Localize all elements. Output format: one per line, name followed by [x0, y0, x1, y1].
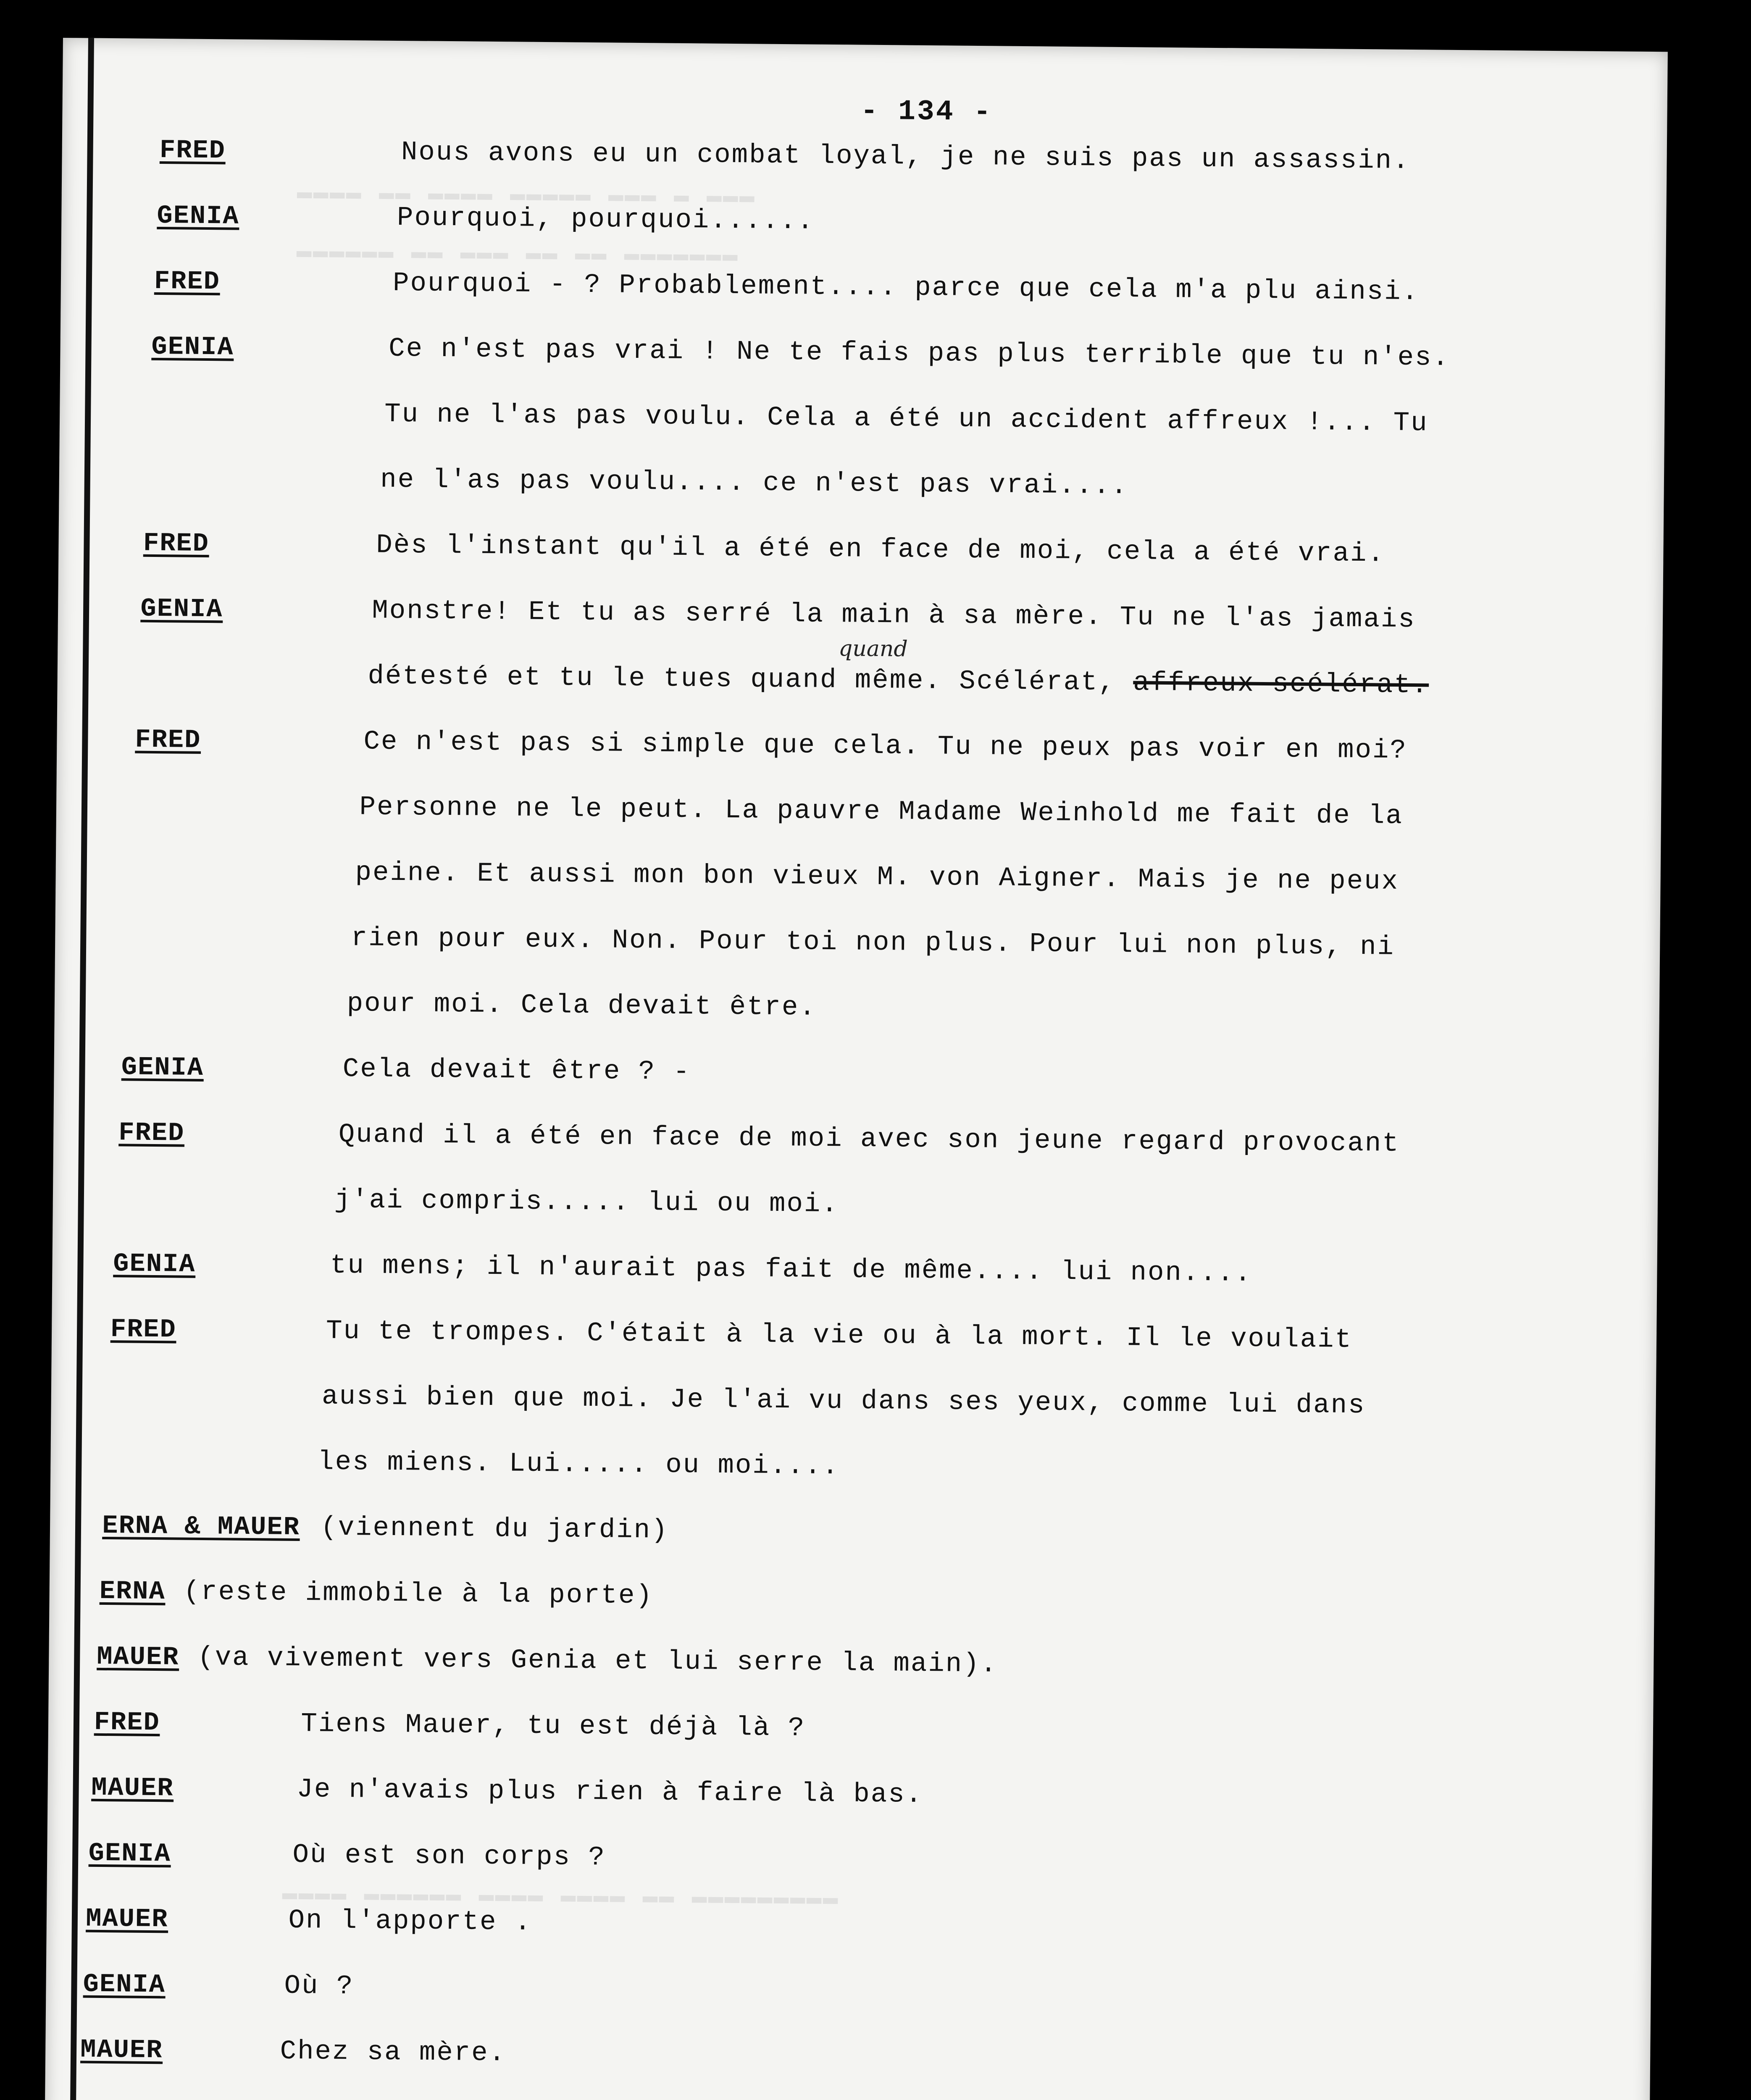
- dialogue-line: [301, 1709, 805, 1743]
- dialogue-line: [384, 399, 1428, 439]
- dialogue-line: [368, 661, 1429, 701]
- stage-direction: (reste immobile à la porte): [183, 1577, 654, 1612]
- dialogue-text: Je n'avais plus rien à faire là bas.: [297, 1774, 923, 1811]
- struck-text: affreux scélérat.: [1133, 668, 1429, 701]
- speaker-label: FRED: [94, 1707, 160, 1738]
- speaker-label: GENIA: [151, 331, 234, 362]
- speaker-label: GENIA: [140, 593, 223, 625]
- speaker-label: FRED: [154, 266, 221, 297]
- bleed-through: ▬▬▬▬ ▬▬▬▬▬▬ ▬▬▬▬ ▬▬▬▬ ▬▬ ▬▬▬▬▬▬▬▬▬: [282, 1879, 839, 1913]
- dialogue-text: Où ?: [284, 1971, 354, 2002]
- dialogue-text: On l'apporte .: [288, 1905, 532, 1938]
- stage-direction: (viennent du jardin): [321, 1512, 669, 1546]
- dialogue-line: [334, 1185, 839, 1220]
- dialogue-text: Ce n'est pas si simple que cela. Tu ne peux pas voir en moi?: [363, 727, 1408, 766]
- dialogue-text: Pourquoi - ? Probablement.... parce que cela m'a plu ainsi.: [392, 268, 1420, 308]
- dialogue-line: [351, 923, 1395, 963]
- dialogue-text: détesté et tu le tues quand même. Scélérat,: [368, 661, 1133, 698]
- dialogue-text: Nous avons eu un combat loyal, je ne suis pas un assassin.: [401, 137, 1410, 176]
- dialogue-text: Dès l'instant qu'il a été en face de moi, cela a été vrai.: [376, 530, 1386, 570]
- speaker-label: FRED: [135, 724, 201, 755]
- dialogue-line: [326, 1316, 1353, 1355]
- dialogue-text: Quand il a été en face de moi avec son jeune regard provocant: [338, 1119, 1400, 1159]
- dialogue-line: [401, 137, 1410, 176]
- typescript-page: [44, 38, 1668, 2100]
- speaker-label: FRED: [110, 1314, 177, 1345]
- dialogue-text: Tu ne l'as pas voulu. Cela a été un accident affreux !... Tu: [384, 399, 1428, 439]
- speaker-label: GENIA: [83, 1969, 166, 2000]
- dialogue-text: Monstre! Et tu as serré la main à sa mère. Tu ne l'as jamais: [372, 596, 1416, 635]
- dialogue-line: [288, 1906, 532, 1938]
- dialogue-line: [393, 268, 1420, 307]
- dialogue-text: ne l'as pas voulu.... ce n'est pas vrai....: [380, 465, 1128, 502]
- stage-direction: (va vivement vers Genia et lui serre la main).: [197, 1642, 998, 1680]
- dialogue-text: Personne ne le peut. La pauvre Madame Weinhold me fait de la: [359, 792, 1404, 832]
- page-number: - 134 -: [860, 95, 993, 129]
- dialogue-line: [355, 858, 1399, 897]
- handwritten-correction: quand: [838, 636, 908, 662]
- dialogue-line: [389, 334, 1450, 373]
- dialogue-line: [380, 465, 1128, 502]
- dialogue-text: rien pour eux. Non. Pour toi non plus. Pour lui non plus, ni: [351, 923, 1395, 963]
- speaker-label: FRED: [118, 1118, 185, 1148]
- dialogue-line: [318, 1447, 840, 1482]
- bleed-through: ▬▬▬▬ ▬▬ ▬▬▬▬ ▬▬▬▬▬ ▬▬▬ ▬ ▬▬▬: [297, 178, 756, 211]
- speaker-label: GENIA: [157, 200, 239, 231]
- speaker-label: FRED: [143, 528, 210, 559]
- dialogue-text: Chez sa mère.: [280, 2036, 507, 2069]
- margin-line: [69, 38, 94, 2100]
- dialogue-line: [347, 989, 817, 1023]
- dialogue-line: [339, 1120, 1400, 1159]
- dialogue-line: [297, 1774, 923, 1810]
- dialogue-line: [342, 1054, 691, 1087]
- speaker-label: GENIA: [88, 1838, 171, 1869]
- dialogue-line: [284, 1971, 354, 2002]
- dialogue-line: [322, 1382, 1366, 1421]
- dialogue-text: les miens. Lui..... ou moi....: [317, 1447, 840, 1482]
- dialogue-text: peine. Et aussi mon bon vieux M. von Aigner. Mais je ne peux: [355, 858, 1399, 897]
- dialogue-text: Cela devait être ? -: [342, 1054, 691, 1088]
- dialogue-text: Où est son corps ?: [292, 1840, 606, 1873]
- dialogue-text: Tu te trompes. C'était à la vie ou à la mort. Il le voulait: [326, 1316, 1353, 1355]
- speaker-label: ERNA & MAUER: [102, 1510, 300, 1543]
- dialogue-line: [330, 1251, 1252, 1289]
- speaker-label: FRED: [159, 135, 226, 166]
- speaker-label: MAUER: [86, 1903, 168, 1935]
- dialogue-line: [372, 596, 1416, 635]
- dialogue-text: Tiens Mauer, tu est déjà là ?: [301, 1709, 806, 1744]
- dialogue-text: Ce n'est pas vrai ! Ne te fais pas plus terrible que tu n'es.: [388, 333, 1450, 373]
- dialogue-line: [397, 203, 815, 237]
- speaker-label: ERNA: [99, 1576, 166, 1607]
- dialogue-line: [376, 530, 1385, 570]
- dialogue-line: [280, 2037, 506, 2069]
- speaker-label: MAUER: [91, 1772, 174, 1803]
- dialogue-line: [363, 727, 1407, 766]
- dialogue-text: Pourquoi, pourquoi......: [397, 202, 815, 237]
- speaker-label: GENIA: [121, 1052, 204, 1083]
- dialogue-line: [292, 1840, 606, 1873]
- dialogue-text: aussi bien que moi. Je l'ai vu dans ses yeux, comme lui dans: [321, 1381, 1366, 1421]
- dialogue-line: [359, 792, 1403, 832]
- speaker-label: MAUER: [80, 2034, 163, 2066]
- dialogue-text: pour moi. Cela devait être.: [347, 988, 817, 1023]
- dialogue-text: j'ai compris..... lui ou moi.: [334, 1185, 839, 1220]
- speaker-label: GENIA: [113, 1249, 196, 1279]
- bleed-through: ▬▬▬▬▬▬ ▬▬ ▬▬▬ ▬▬ ▬▬ ▬▬▬▬▬▬▬: [296, 237, 739, 270]
- dialogue-text: tu mens; il n'aurait pas fait de même.... lui non....: [330, 1250, 1252, 1289]
- speaker-label: MAUER: [97, 1641, 179, 1672]
